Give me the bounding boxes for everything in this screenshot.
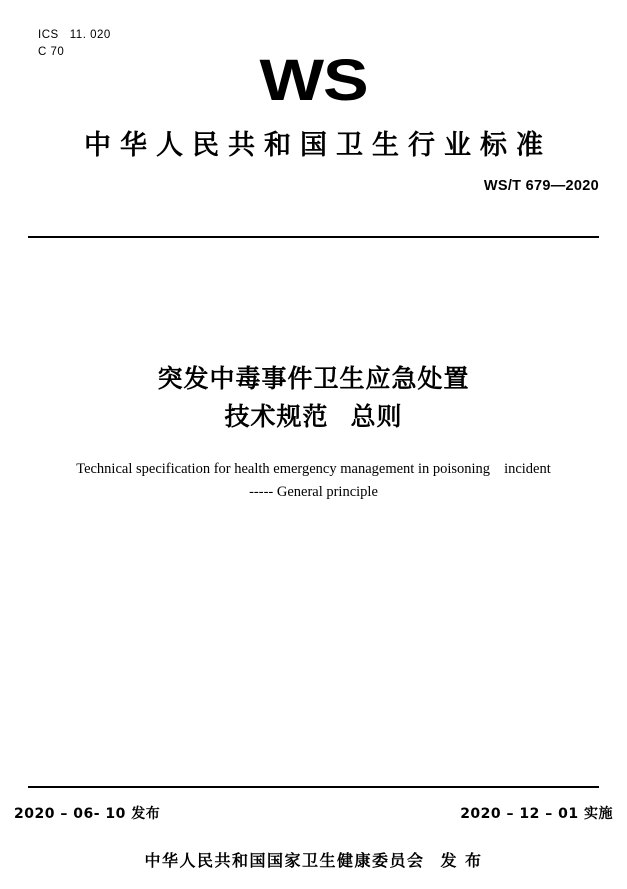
footer-divider [28, 786, 599, 788]
document-title-line2 [0, 398, 627, 436]
ws-logo: WS [259, 48, 368, 113]
document-title-english-line1 [0, 458, 627, 481]
document-title-line2-part1: 技术规范 [224, 402, 329, 431]
standard-series-title: 中华人民共和国卫生行业标准 [84, 130, 552, 161]
implementation-date: 2020 – 12 – 01 实施 [460, 806, 613, 822]
ics-label: ICS [38, 29, 59, 41]
document-title-line1: 突发中毒事件卫生应急处置 [157, 364, 470, 393]
english-title-tail: incident [504, 461, 551, 477]
classification-code: C 70 [38, 46, 65, 58]
ics-line [38, 27, 111, 44]
document-title-english [0, 458, 627, 504]
english-title-main: Technical specification for health emergency management in poisoning [76, 461, 491, 477]
ics-value: 11. 020 [69, 29, 111, 41]
standard-number: WS/T 679—2020 [483, 178, 599, 194]
document-title [0, 360, 627, 436]
issuer-name: 中华人民共和国国家卫生健康委员会 [144, 851, 425, 870]
header-divider [28, 236, 599, 238]
document-title-line2-part2: 总则 [350, 402, 403, 431]
issuer-action: 发 布 [440, 851, 483, 870]
issuer-line [0, 848, 627, 871]
document-title-english-line2: ----- General principle [249, 484, 378, 500]
release-date: 2020 – 06- 10 发布 [14, 806, 161, 822]
